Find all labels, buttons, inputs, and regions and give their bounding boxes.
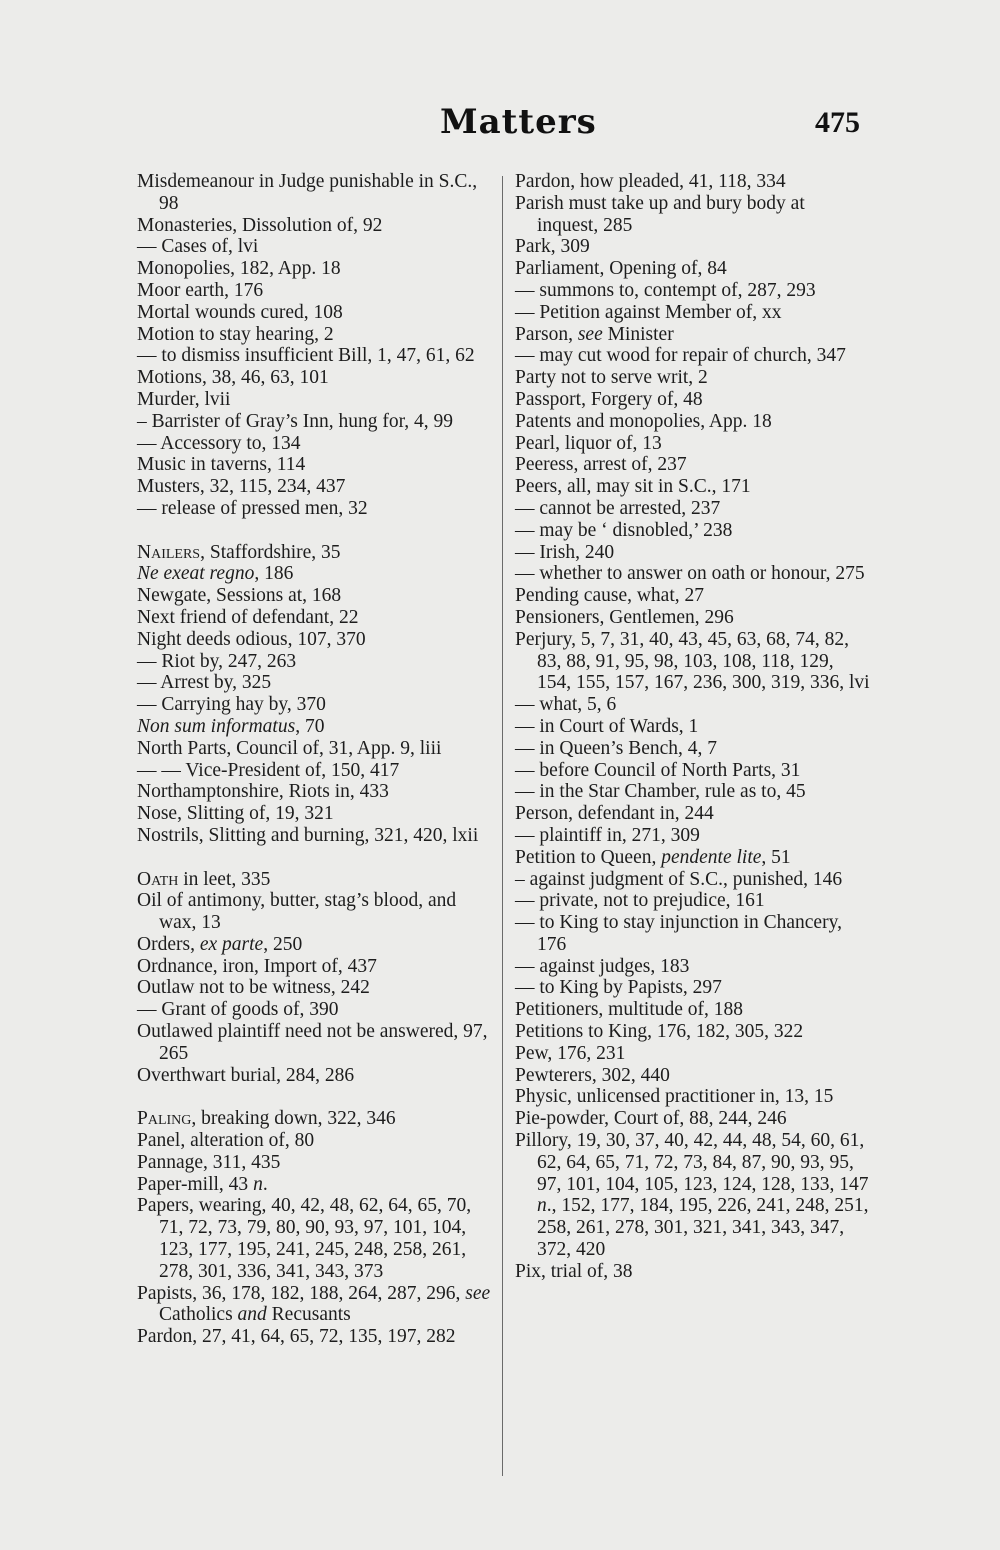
entry-text: – against judgment of S.C., punished, 146 (515, 868, 843, 890)
entry-sc: Nailers (137, 541, 201, 563)
index-entry (515, 716, 870, 738)
index-entry (137, 803, 497, 825)
entry-text: — may be ‘ disnobled,’ 238 (515, 519, 733, 541)
index-entry (137, 825, 497, 847)
entry-text: — private, not to prejudice, 161 (515, 890, 765, 912)
index-entry (515, 1086, 870, 1108)
entry-text: Night deeds odious, 107, 370 (137, 628, 366, 650)
index-entry (515, 1021, 870, 1043)
index-entry (137, 781, 497, 803)
index-entry (137, 454, 497, 476)
index-entry (515, 476, 870, 498)
index-entry (137, 258, 497, 280)
index-entry (137, 345, 497, 367)
entry-text: Musters, 32, 115, 234, 437 (137, 476, 346, 498)
entry-em: Ne exeat regno (137, 563, 255, 585)
index-entry (515, 825, 870, 847)
index-entry (137, 433, 497, 455)
entry-text: Music in taverns, 114 (137, 454, 306, 476)
index-entry (137, 476, 497, 498)
entry-text: Pearl, liquor of, 13 (515, 432, 662, 454)
entry-em: n (253, 1173, 263, 1195)
entry-text: — cannot be arrested, 237 (515, 497, 721, 519)
entry-sc: Paling (137, 1108, 192, 1130)
entry-text: Motion to stay hearing, 2 (137, 323, 334, 345)
index-entry (137, 869, 497, 891)
index-entry (137, 977, 497, 999)
index-entry (515, 433, 870, 455)
entry-sc: Oath (137, 868, 179, 890)
index-entry (515, 847, 870, 869)
index-entry (137, 672, 497, 694)
entry-text: — whether to answer on oath or honour, 275 (515, 563, 865, 585)
index-entry (137, 302, 497, 324)
index-entry (515, 563, 870, 585)
index-entry (515, 324, 870, 346)
index-entry (137, 1021, 497, 1065)
index-entry (515, 912, 870, 956)
entry-text: — against judges, 183 (515, 955, 690, 977)
index-entry (137, 367, 497, 389)
index-entry (515, 956, 870, 978)
entry-text: , 70 (295, 715, 325, 737)
entry-text: Newgate, Sessions at, 168 (137, 585, 342, 607)
index-entry (515, 498, 870, 520)
column-divider (502, 176, 503, 1476)
entry-text: — to King to stay injunction in Chancery, 176 (515, 912, 842, 955)
index-entry (137, 236, 497, 258)
index-entry (137, 1283, 497, 1327)
index-entry (137, 694, 497, 716)
entry-after: Catholics (159, 1304, 238, 1326)
entry-text: — — Vice-President of, 150, 417 (137, 759, 400, 781)
entry-text: — Accessory to, 134 (137, 432, 301, 454)
page-header (0, 100, 1000, 160)
entry-text: North Parts, Council of, 31, App. 9, liii (137, 737, 442, 759)
entry-text: Patents and monopolies, App. 18 (515, 410, 772, 432)
entry-em2: and (237, 1304, 267, 1326)
index-entry (515, 1261, 870, 1283)
entry-text: Passport, Forgery of, 48 (515, 388, 703, 410)
entry-text: Peeress, arrest of, 237 (515, 454, 687, 476)
entry-text: Orders, (137, 933, 200, 955)
index-entry (137, 280, 497, 302)
index-entry (137, 934, 497, 956)
entry-text: Overthwart burial, 284, 286 (137, 1064, 355, 1086)
entry-text: Monasteries, Dissolution of, 92 (137, 214, 383, 236)
entry-text: Pardon, how pleaded, 41, 118, 334 (515, 171, 786, 192)
entry-em: see (465, 1282, 491, 1304)
index-entry (515, 607, 870, 629)
entry-text: , breaking down, 322, 346 (191, 1108, 396, 1130)
index-entry (137, 1108, 497, 1130)
running-title: Matters (440, 102, 597, 142)
entry-text: Pardon, 27, 41, 64, 65, 72, 135, 197, 282 (137, 1326, 456, 1348)
entry-text: Pensioners, Gentlemen, 296 (515, 606, 734, 628)
entry-text: Motions, 38, 46, 63, 101 (137, 367, 329, 389)
entry-text: Petitions to King, 176, 182, 305, 322 (515, 1021, 804, 1043)
entry-text: Murder, lvii (137, 388, 231, 410)
index-entry (137, 890, 497, 934)
index-entry (137, 1130, 497, 1152)
index-entry (515, 977, 870, 999)
index-entry (137, 1195, 497, 1282)
index-entry (515, 760, 870, 782)
entry-text: Outlawed plaintiff need not be answered, 97, 265 (137, 1021, 488, 1064)
entry-em: ex parte (199, 933, 264, 955)
entry-text: — to King by Papists, 297 (515, 977, 722, 999)
index-entry (137, 171, 497, 215)
entry-text: — plaintiff in, 271, 309 (515, 824, 700, 846)
entry-text: Park, 309 (515, 236, 590, 258)
index-entry (515, 694, 870, 716)
entry-text: Pannage, 311, 435 (137, 1151, 281, 1173)
entry-text: Petition to Queen, (515, 846, 662, 868)
entry-em: see (577, 323, 603, 345)
entry-text: Peers, all, may sit in S.C., 171 (515, 476, 751, 498)
entry-text: — what, 5, 6 (515, 694, 617, 716)
index-entry (515, 1065, 870, 1087)
entry-text: — Petition against Member of, xx (515, 301, 782, 323)
entry-text: Party not to serve writ, 2 (515, 367, 708, 389)
index-entry (515, 890, 870, 912)
entry-text: — Irish, 240 (515, 541, 615, 563)
index-entry (515, 367, 870, 389)
index-entry (515, 520, 870, 542)
index-entry (515, 542, 870, 564)
index-entry (515, 629, 870, 694)
entry-text: — summons to, contempt of, 287, 293 (515, 279, 816, 301)
entry-after: . (262, 1173, 268, 1195)
entry-text: — Cases of, lvi (137, 236, 259, 258)
entry-after: , 51 (761, 846, 791, 868)
index-entry (515, 999, 870, 1021)
entry-text: Parliament, Opening of, 84 (515, 258, 727, 280)
entry-text: Monopolies, 182, App. 18 (137, 258, 341, 280)
index-entry (137, 760, 497, 782)
index-entry (515, 236, 870, 258)
entry-em: n (537, 1195, 547, 1217)
index-entry (515, 302, 870, 324)
section-gap (137, 1086, 497, 1108)
index-entry (515, 454, 870, 476)
entry-text: Parish must take up and bury body at inquest, 285 (515, 192, 805, 236)
index-entry (137, 411, 497, 433)
index-entry (515, 738, 870, 760)
index-entry (515, 869, 870, 891)
entry-text: Outlaw not to be witness, 242 (137, 977, 370, 999)
entry-text: Ordnance, iron, Import of, 437 (137, 955, 377, 977)
entry-em: pendente lite (661, 846, 762, 868)
entry-text: Person, defendant in, 244 (515, 803, 714, 825)
entry-text: Pillory, 19, 30, 37, 40, 42, 44, 48, 54, 60, 61, 62, 64, 65, 71, 72, 73, 84, 87, 90, 93, 95, 97, 101, 104, 105, 123, 124, 128, 133, 147 (515, 1130, 869, 1195)
entry-after: ., 152, 177, 184, 195, 226, 241, 248, 251, 258, 261, 278, 301, 321, 341, 343, 347, 372, 420 (537, 1195, 869, 1261)
entry-text: Petitioners, multitude of, 188 (515, 999, 744, 1021)
entry-text: — may cut wood for repair of church, 347 (515, 345, 846, 367)
section-gap (137, 520, 497, 542)
entry-text: — Grant of goods of, 390 (137, 999, 339, 1021)
entry-text: Pix, trial of, 38 (515, 1260, 633, 1282)
entry-text: Physic, unlicensed practitioner in, 13, 15 (515, 1086, 834, 1108)
entry-text: Moor earth, 176 (137, 279, 264, 301)
entry-text: — in Queen’s Bench, 4, 7 (515, 737, 718, 759)
index-entry (137, 1065, 497, 1087)
entry-text: Mortal wounds cured, 108 (137, 301, 343, 323)
index-entry (137, 324, 497, 346)
index-entry (515, 585, 870, 607)
index-entry (137, 607, 497, 629)
index-entry (515, 193, 870, 237)
index-entry (515, 280, 870, 302)
entry-text: — to dismiss insufficient Bill, 1, 47, 61, 62 (137, 345, 475, 367)
index-column-right (515, 171, 870, 1283)
entry-text: Perjury, 5, 7, 31, 40, 43, 45, 63, 68, 74, 82, 83, 88, 91, 95, 98, 103, 108, 118, 129, 154, 155, 157, 167, 236, 300, 319, 336, lvi (515, 628, 870, 694)
index-entry (137, 1174, 497, 1196)
index-entry (137, 389, 497, 411)
entry-text: Papers, wearing, 40, 42, 48, 62, 64, 65, 70, 71, 72, 73, 79, 80, 90, 93, 97, 101, 104, 123, 177, 195, 241, 245, 248, 258, 261, 278, 301, 336, 341, 343, 373 (137, 1195, 472, 1282)
entry-text: Papists, 36, 178, 182, 188, 264, 287, 296, (137, 1282, 466, 1304)
entry-text: Paper-mill, 43 (137, 1173, 254, 1195)
entry-text: Nose, Slitting of, 19, 321 (137, 803, 334, 825)
index-entry (515, 389, 870, 411)
entry-text: Pewterers, 302, 440 (515, 1064, 670, 1086)
index-entry (515, 1130, 870, 1261)
entry-text: — release of pressed men, 32 (137, 497, 368, 519)
index-entry (515, 171, 870, 193)
index-entry (137, 629, 497, 651)
section-gap (137, 847, 497, 869)
entry-after2: Recusants (266, 1304, 351, 1326)
page-number: 475 (815, 106, 860, 139)
index-entry (137, 1326, 497, 1348)
entry-text: Next friend of defendant, 22 (137, 606, 359, 628)
entry-text: – Barrister of Gray’s Inn, hung for, 4, 99 (137, 410, 454, 432)
index-entry (515, 803, 870, 825)
entry-text: Misdemeanour in Judge punishable in S.C., 98 (137, 171, 478, 214)
entry-text: — before Council of North Parts, 31 (515, 759, 801, 781)
entry-text: Pew, 176, 231 (515, 1042, 626, 1064)
entry-em: Non sum informatus (137, 715, 296, 737)
entry-text: — in the Star Chamber, rule as to, 45 (515, 781, 806, 803)
entry-text: in leet, 335 (178, 868, 271, 890)
index-entry (515, 411, 870, 433)
index-entry (515, 258, 870, 280)
entry-text: Pie-powder, Court of, 88, 244, 246 (515, 1108, 787, 1130)
index-entry (515, 1108, 870, 1130)
index-entry (137, 563, 497, 585)
index-entry (515, 781, 870, 803)
entry-text: Oil of antimony, butter, stag’s blood, and wax, 13 (137, 890, 457, 934)
index-column-left (137, 171, 497, 1348)
index-entry (137, 956, 497, 978)
entry-text: — Arrest by, 325 (137, 672, 272, 694)
index-entry (515, 1043, 870, 1065)
entry-text: Parson, (515, 323, 578, 345)
entry-text: — Carrying hay by, 370 (137, 694, 326, 716)
index-entry (137, 585, 497, 607)
index-entry (137, 542, 497, 564)
entry-text: — in Court of Wards, 1 (515, 715, 699, 737)
entry-text: Northamptonshire, Riots in, 433 (137, 781, 389, 803)
entry-text: , Staffordshire, 35 (200, 541, 341, 563)
index-entry (137, 498, 497, 520)
entry-text: Pending cause, what, 27 (515, 585, 705, 607)
entry-text: — Riot by, 247, 263 (137, 650, 297, 672)
entry-after: , 250 (263, 933, 303, 955)
index-entry (137, 1152, 497, 1174)
entry-after: Minister (602, 323, 674, 345)
index-entry (137, 716, 497, 738)
index-entry (137, 999, 497, 1021)
index-entry (137, 738, 497, 760)
entry-text: , 186 (254, 563, 294, 585)
entry-text: Nostrils, Slitting and burning, 321, 420, lxii (137, 824, 479, 846)
index-entry (137, 215, 497, 237)
entry-text: Panel, alteration of, 80 (137, 1130, 315, 1152)
index-entry (515, 345, 870, 367)
index-entry (137, 651, 497, 673)
